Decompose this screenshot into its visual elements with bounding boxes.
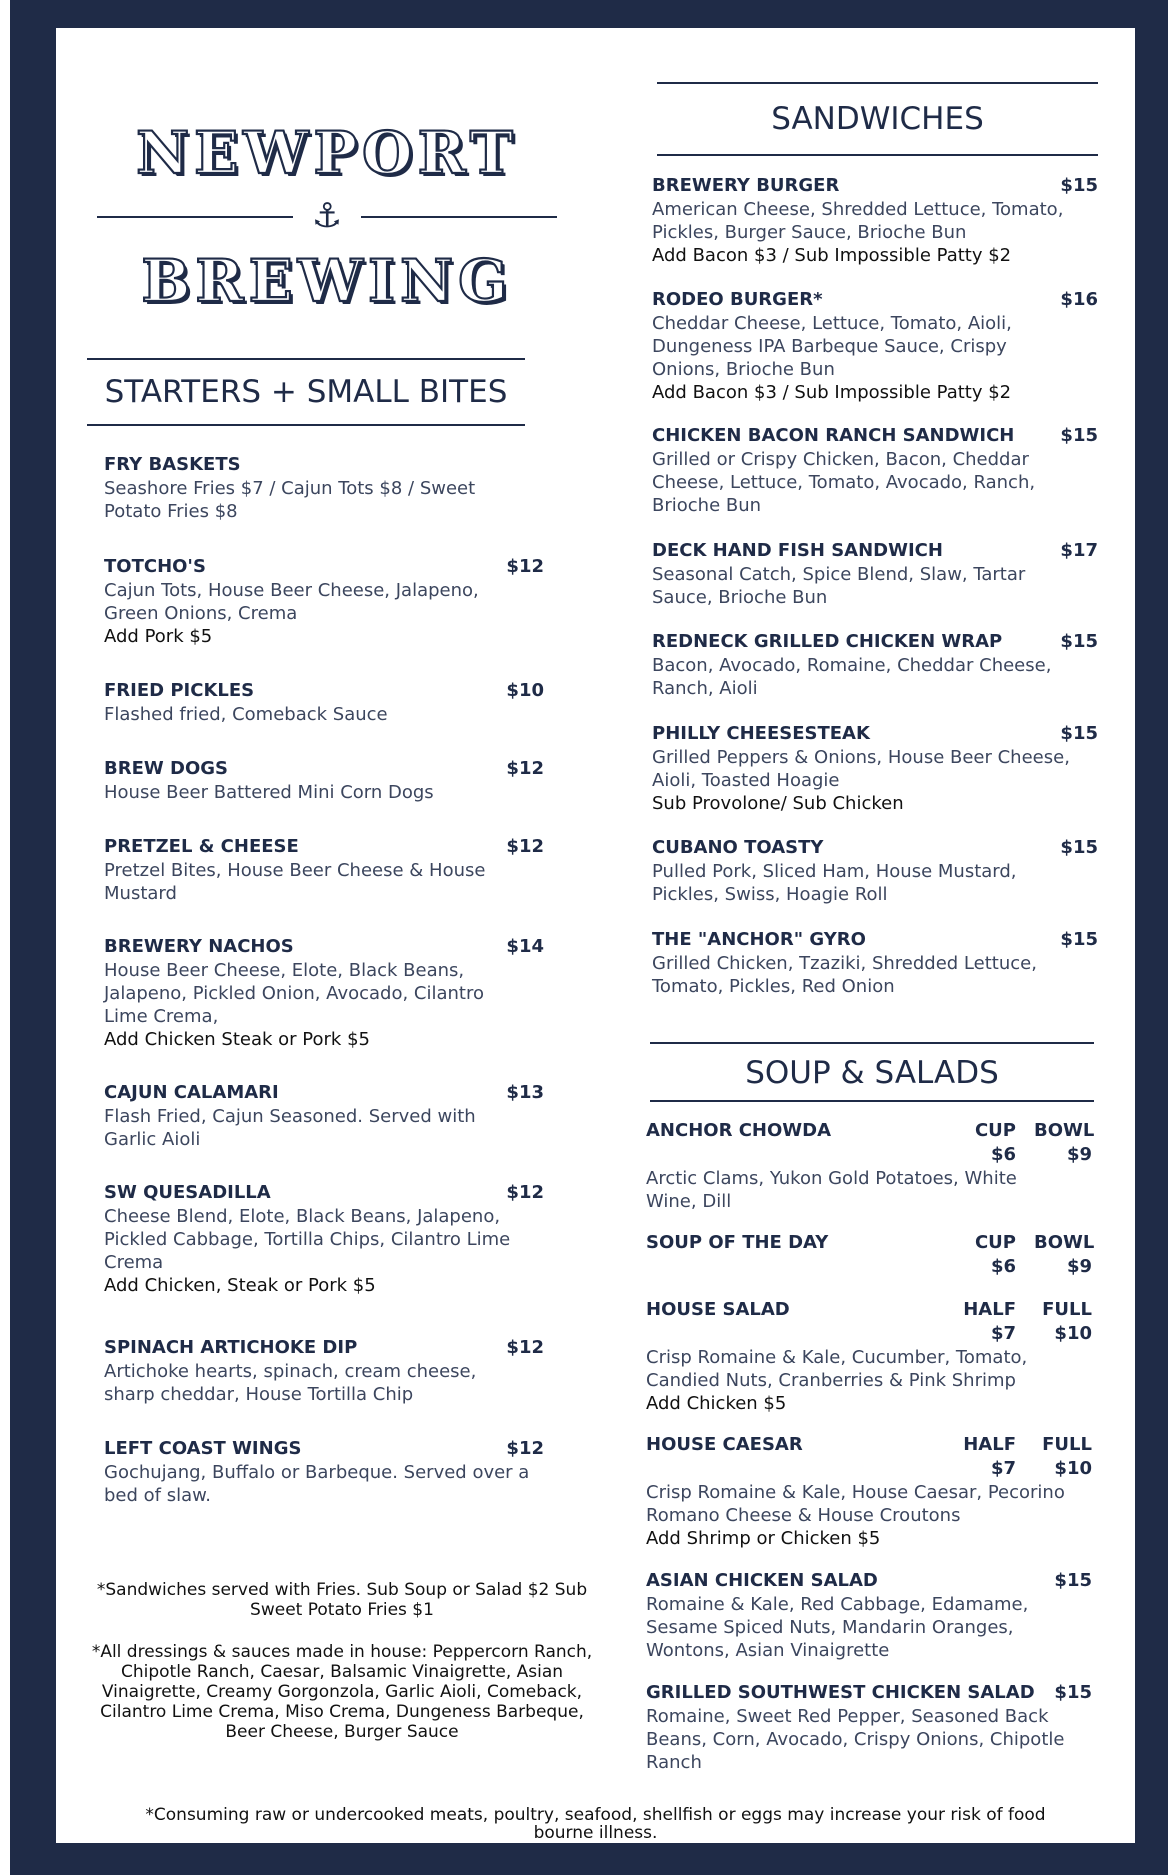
item-price: $10 [506, 680, 544, 701]
item-description: Gochujang, Buffalo or Barbeque. Served over a bed of slaw. [104, 1462, 530, 1506]
item-description: Artichoke hearts, spinach, cream cheese, sharp cheddar, House Tortilla Chip [104, 1361, 477, 1405]
divider-line [361, 216, 557, 218]
menu-item [646, 1569, 1092, 1662]
menu-item [652, 539, 1098, 609]
item-addon: Add Bacon $3 / Sub Impossible Patty $2 [652, 382, 1012, 403]
item-name: HOUSE CAESAR [646, 1434, 803, 1455]
tier-price: $7 [990, 1323, 1016, 1344]
menu-item [104, 1181, 544, 1298]
menu-item [104, 757, 544, 804]
item-price: $16 [1060, 289, 1098, 310]
item-name: GRILLED SOUTHWEST CHICKEN SALAD [646, 1682, 1035, 1703]
item-name: SW QUESADILLA [104, 1182, 271, 1203]
item-price: $15 [1060, 425, 1098, 446]
menu-page [56, 28, 1135, 1843]
starters-heading-text: STARTERS + SMALL BITES [104, 374, 508, 410]
item-addon: Add Shrimp or Chicken $5 [646, 1528, 881, 1549]
tier-price: $6 [990, 1144, 1016, 1165]
item-description: Pulled Pork, Sliced Ham, House Mustard, Pickles, Swiss, Hoagie Roll [652, 861, 1017, 905]
soup-salads-heading-text: SOUP & SALADS [745, 1055, 999, 1091]
divider-line [97, 216, 293, 218]
menu-item [646, 1231, 1095, 1279]
tier-label: CUP [974, 1232, 1016, 1253]
item-name: SOUP OF THE DAY [646, 1232, 829, 1253]
item-name: ASIAN CHICKEN SALAD [646, 1570, 878, 1591]
item-description: Seasonal Catch, Spice Blend, Slaw, Tartar Sauce, Brioche Bun [652, 564, 1026, 608]
item-price: $15 [1060, 631, 1098, 652]
item-addon: Add Bacon $3 / Sub Impossible Patty $2 [652, 245, 1012, 266]
item-name: CHICKEN BACON RANCH SANDWICH [652, 425, 1015, 446]
item-addon: Sub Provolone/ Sub Chicken [652, 793, 904, 814]
menu-item [652, 174, 1098, 268]
dressings-note: *All dressings & sauces made in house: Peppercorn Ranch, Chipotle Ranch, Caesar, Balsamic Vinaigrette, Asian Vinaigrette, Creamy Gorgonzola, Garlic Aioli, Comeback, Cilantro Lime Crema, Miso Crema, Dungeness Barbeque, Beer Cheese, Burger Sauce [91, 1642, 593, 1742]
tier-price: $9 [1066, 1144, 1092, 1165]
item-name: HOUSE SALAD [646, 1299, 790, 1320]
item-price: $15 [1054, 1682, 1092, 1703]
item-price: $17 [1060, 540, 1098, 561]
item-description: Grilled or Crispy Chicken, Bacon, Cheddar Cheese, Lettuce, Tomato, Avocado, Ranch, Brioche Bun [652, 449, 1036, 516]
menu-item [652, 836, 1098, 906]
item-name: CAJUN CALAMARI [104, 1082, 279, 1103]
item-price: $12 [506, 556, 544, 577]
item-description: Romaine & Kale, Red Cabbage, Edamame, Sesame Spiced Nuts, Mandarin Oranges, Wontons, Asian Vinaigrette [646, 1594, 1029, 1661]
item-description: Arctic Clams, Yukon Gold Potatoes, White Wine, Dill [646, 1168, 1017, 1212]
menu-item [104, 835, 544, 905]
item-price: $12 [506, 1182, 544, 1203]
item-description: Cheddar Cheese, Lettuce, Tomato, Aioli, Dungeness IPA Barbeque Sauce, Crispy Onions, Brioche Bun [652, 313, 1012, 380]
item-name: FRY BASKETS [104, 454, 241, 475]
item-description: Romaine, Sweet Red Pepper, Seasoned Back Beans, Corn, Avocado, Crispy Onions, Chipotle Ranch [646, 1706, 1065, 1773]
menu-item [652, 928, 1098, 998]
item-name: BREWERY NACHOS [104, 936, 294, 957]
menu-item [104, 935, 544, 1052]
item-price: $12 [506, 836, 544, 857]
sandwiches-heading-text: SANDWICHES [771, 101, 984, 137]
menu-item [646, 1433, 1092, 1551]
item-price: $12 [506, 1337, 544, 1358]
menu-item [652, 722, 1098, 816]
item-price: $12 [506, 1438, 544, 1459]
menu-item [646, 1298, 1092, 1416]
item-price: $15 [1060, 837, 1098, 858]
allergen-disclaimer [56, 1806, 1135, 1842]
brand-line-2: BREWING [141, 247, 513, 315]
item-addon: Add Chicken $5 [646, 1393, 787, 1414]
item-name: CUBANO TOASTY [652, 837, 824, 858]
item-description: Crisp Romaine & Kale, Cucumber, Tomato, Candied Nuts, Cranberries & Pink Shrimp [646, 1347, 1028, 1391]
item-name: THE "ANCHOR" GYRO [652, 929, 866, 950]
item-description: Flashed fried, Comeback Sauce [104, 704, 388, 725]
menu-item [652, 630, 1098, 700]
disclaimer-text: *Consuming raw or undercooked meats, poultry, seafood, shellfish or eggs may increase your risk of food bourne illness. [145, 1805, 1046, 1843]
tier-price: $10 [1054, 1458, 1092, 1479]
sandwiches-heading [657, 82, 1098, 156]
item-description: Crisp Romaine & Kale, House Caesar, Pecorino Romano Cheese & House Croutons [646, 1482, 1065, 1526]
tier-label: BOWL [1034, 1232, 1095, 1253]
item-name: BREW DOGS [104, 758, 228, 779]
tier-label: CUP [974, 1120, 1016, 1141]
brand-line-1: NEWPORT [136, 119, 518, 187]
menu-item [104, 555, 544, 649]
item-name: PRETZEL & CHEESE [104, 836, 299, 857]
item-description: Flash Fried, Cajun Seasoned. Served with Garlic Aioli [104, 1106, 476, 1150]
item-description: Seashore Fries $7 / Cajun Tots $8 / Sweet Potato Fries $8 [104, 478, 476, 522]
menu-item [652, 288, 1098, 405]
item-name: FRIED PICKLES [104, 680, 255, 701]
item-description: Grilled Peppers & Onions, House Beer Cheese, Aioli, Toasted Hoagie [652, 747, 1070, 791]
tier-price: $6 [990, 1256, 1016, 1277]
tier-label: HALF [963, 1299, 1016, 1320]
item-price: $14 [506, 936, 544, 957]
item-description: American Cheese, Shredded Lettuce, Tomato, Pickles, Burger Sauce, Brioche Bun [652, 199, 1064, 243]
tier-price: $9 [1066, 1256, 1092, 1277]
item-description: Grilled Chicken, Tzaziki, Shredded Lettuce, Tomato, Pickles, Red Onion [652, 953, 1037, 997]
tier-label: FULL [1042, 1434, 1092, 1455]
item-description: House Beer Battered Mini Corn Dogs [104, 782, 434, 803]
brand-logo [87, 118, 567, 316]
item-description: Cajun Tots, House Beer Cheese, Jalapeno, Green Onions, Crema [104, 580, 479, 624]
tier-price: $7 [990, 1458, 1016, 1479]
item-name: TOTCHO'S [104, 556, 206, 577]
item-name: PHILLY CHEESESTEAK [652, 723, 870, 744]
menu-item [104, 679, 544, 726]
item-description: Pretzel Bites, House Beer Cheese & House Mustard [104, 860, 486, 904]
item-description: House Beer Cheese, Elote, Black Beans, Jalapeno, Pickled Onion, Avocado, Cilantro Lime Crema, [104, 960, 484, 1027]
menu-item [104, 453, 544, 523]
item-price: $15 [1060, 723, 1098, 744]
item-name: RODEO BURGER* [652, 289, 823, 310]
menu-item [646, 1681, 1092, 1774]
item-addon: Add Chicken, Steak or Pork $5 [104, 1275, 376, 1296]
tier-label: HALF [963, 1434, 1016, 1455]
item-price: $13 [506, 1082, 544, 1103]
item-price: $12 [506, 758, 544, 779]
tier-label: FULL [1042, 1299, 1092, 1320]
item-name: SPINACH ARTICHOKE DIP [104, 1337, 358, 1358]
item-description: Cheese Blend, Elote, Black Beans, Jalapeno, Pickled Cabbage, Tortilla Chips, Cilantro Lime Crema [104, 1206, 511, 1273]
item-name: LEFT COAST WINGS [104, 1438, 302, 1459]
sandwich-sides-note: *Sandwiches served with Fries. Sub Soup or Salad $2 Sub Sweet Potato Fries $1 [96, 1580, 588, 1620]
item-price: $15 [1060, 175, 1098, 196]
item-description: Bacon, Avocado, Romaine, Cheddar Cheese, Ranch, Aioli [652, 655, 1052, 699]
anchor-divider [87, 188, 567, 246]
item-price: $15 [1054, 1570, 1092, 1591]
item-name: REDNECK GRILLED CHICKEN WRAP [652, 631, 1003, 652]
menu-item [646, 1119, 1095, 1213]
soup-salads-heading [650, 1042, 1094, 1102]
menu-item [104, 1336, 544, 1406]
item-addon: Add Pork $5 [104, 626, 213, 647]
tier-price: $10 [1054, 1323, 1092, 1344]
menu-item [652, 424, 1098, 517]
menu-item [104, 1081, 544, 1151]
menu-item [104, 1437, 544, 1507]
starters-heading [87, 358, 525, 426]
anchor-icon: ⚓ [311, 196, 343, 236]
menu-frame [10, 0, 1168, 1875]
tier-label: BOWL [1034, 1120, 1095, 1141]
item-name: ANCHOR CHOWDA [646, 1120, 832, 1141]
item-name: DECK HAND FISH SANDWICH [652, 540, 943, 561]
item-price: $15 [1060, 929, 1098, 950]
item-addon: Add Chicken Steak or Pork $5 [104, 1029, 370, 1050]
item-name: BREWERY BURGER [652, 175, 840, 196]
